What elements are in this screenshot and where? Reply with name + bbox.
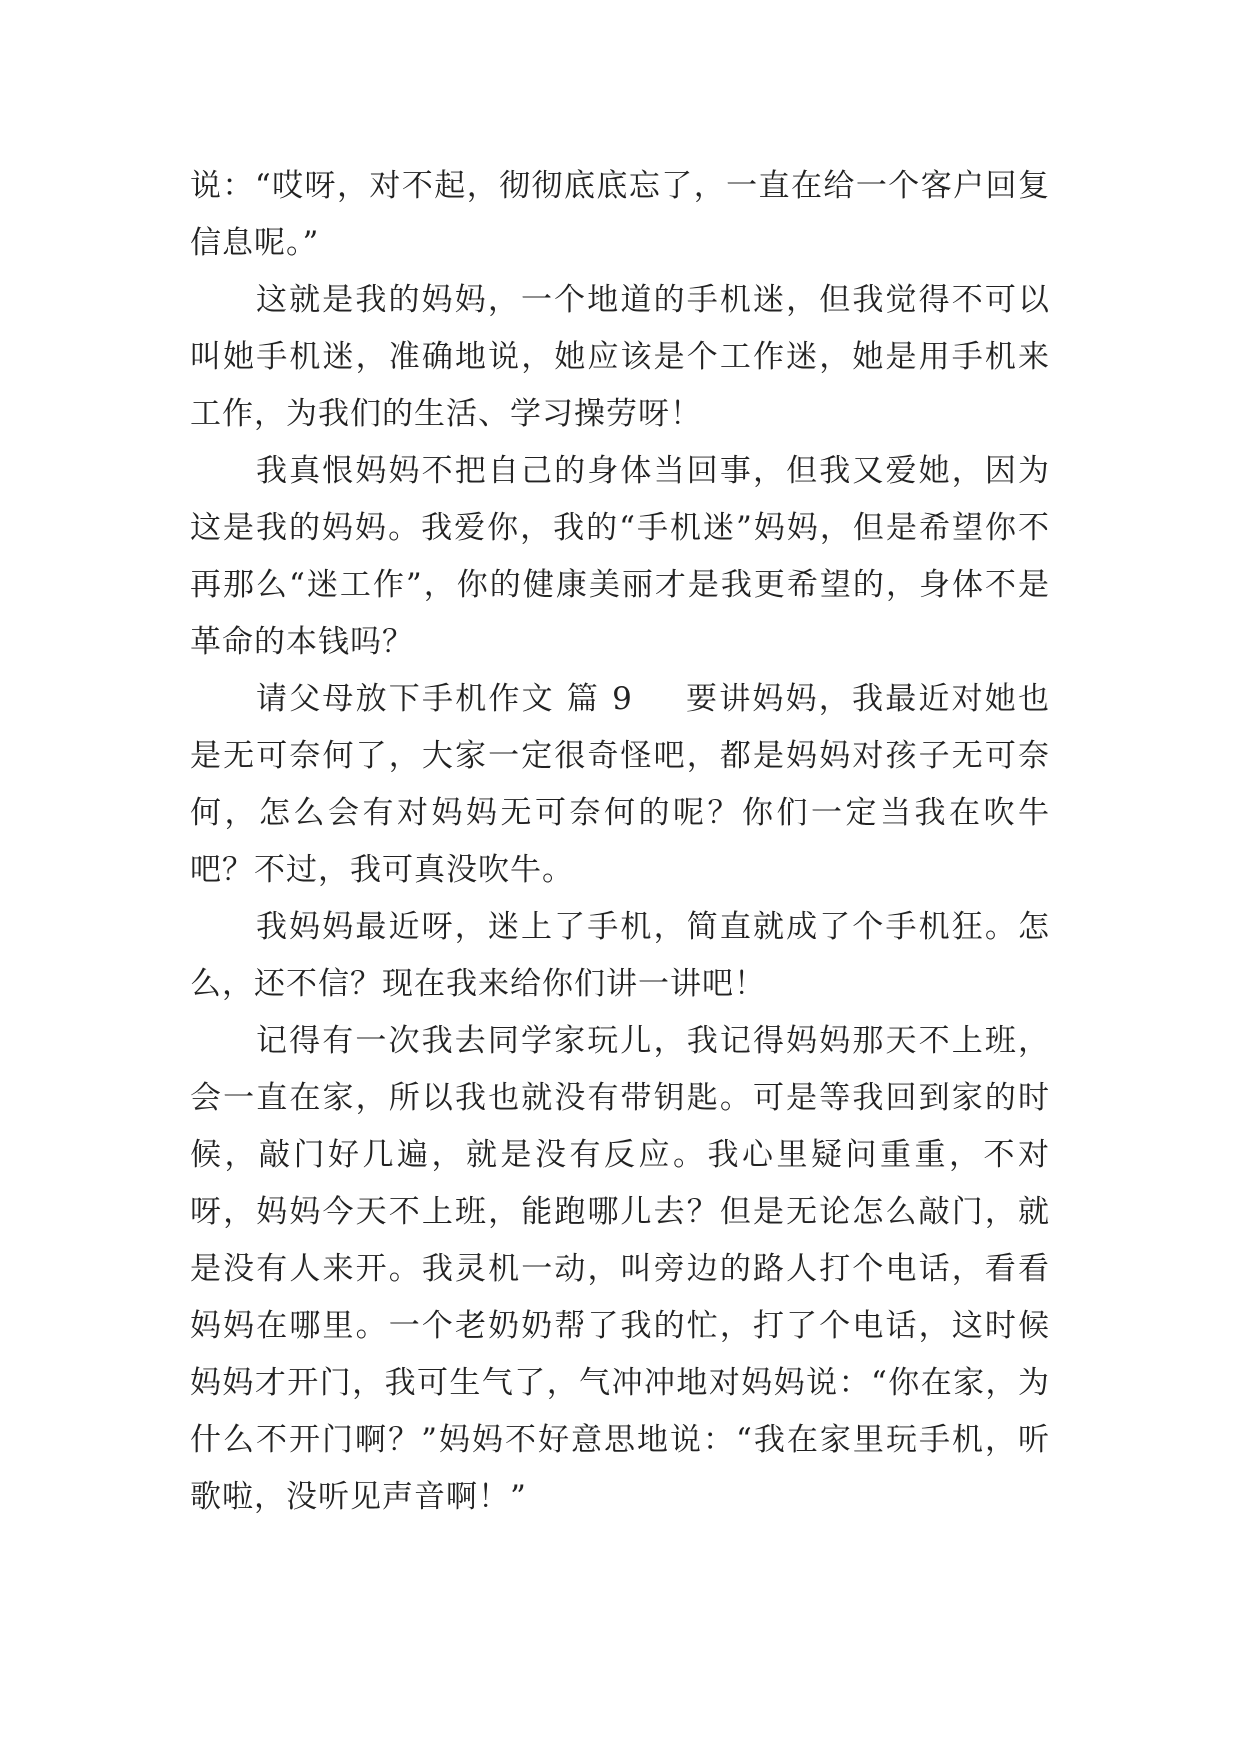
section-first-paragraph: 要讲妈妈，我最近对她也是无可奈何了，大家一定很奇怪吧，都是妈妈对孩子无可奈何，怎么会有对妈妈无可奈何的呢？你们一定当我在吹牛吧？不过，我可真没吹牛。: [190, 681, 1050, 888]
paragraph-5: 我妈妈最近呀，迷上了手机，简直就成了个手机狂。怎么，还不信？现在我来给你们讲一讲吧！: [190, 909, 1050, 1002]
section-paragraph: [190, 671, 1050, 899]
section-heading: 请父母放下手机作文 篇 9: [256, 681, 633, 717]
paragraph-6: 记得有一次我去同学家玩儿，我记得妈妈那天不上班，会一直在家，所以我也就没有带钥匙。可是等我回到家的时候，敲门好几遍，就是没有反应。我心里疑问重重，不对呀，妈妈今天不上班，能跑哪儿去？但是无论怎么敲门，就是没有人来开。我灵机一动，叫旁边的路人打个电话，看看妈妈在哪里。一个老奶奶帮了我的忙，打了个电话，这时候妈妈才开门，我可生气了，气冲冲地对妈妈说：“你在家，为什么不开门啊？”妈妈不好意思地说：“我在家里玩手机，听歌啦，没听见声音啊！”: [190, 1023, 1050, 1515]
document-body: [190, 158, 1050, 1526]
paragraph-3: 我真恨妈妈不把自己的身体当回事，但我又爱她，因为这是我的妈妈。我爱你，我的“手机迷”妈妈，但是希望你不再那么“迷工作”，你的健康美丽才是我更希望的，身体不是革命的本钱吗？: [190, 453, 1050, 660]
paragraph-2: 这就是我的妈妈，一个地道的手机迷，但我觉得不可以叫她手机迷，准确地说，她应该是个工作迷，她是用手机来工作，为我们的生活、学习操劳呀！: [190, 282, 1050, 432]
paragraph-1: 说：“哎呀，对不起，彻彻底底忘了，一直在给一个客户回复信息呢。”: [190, 168, 1050, 261]
